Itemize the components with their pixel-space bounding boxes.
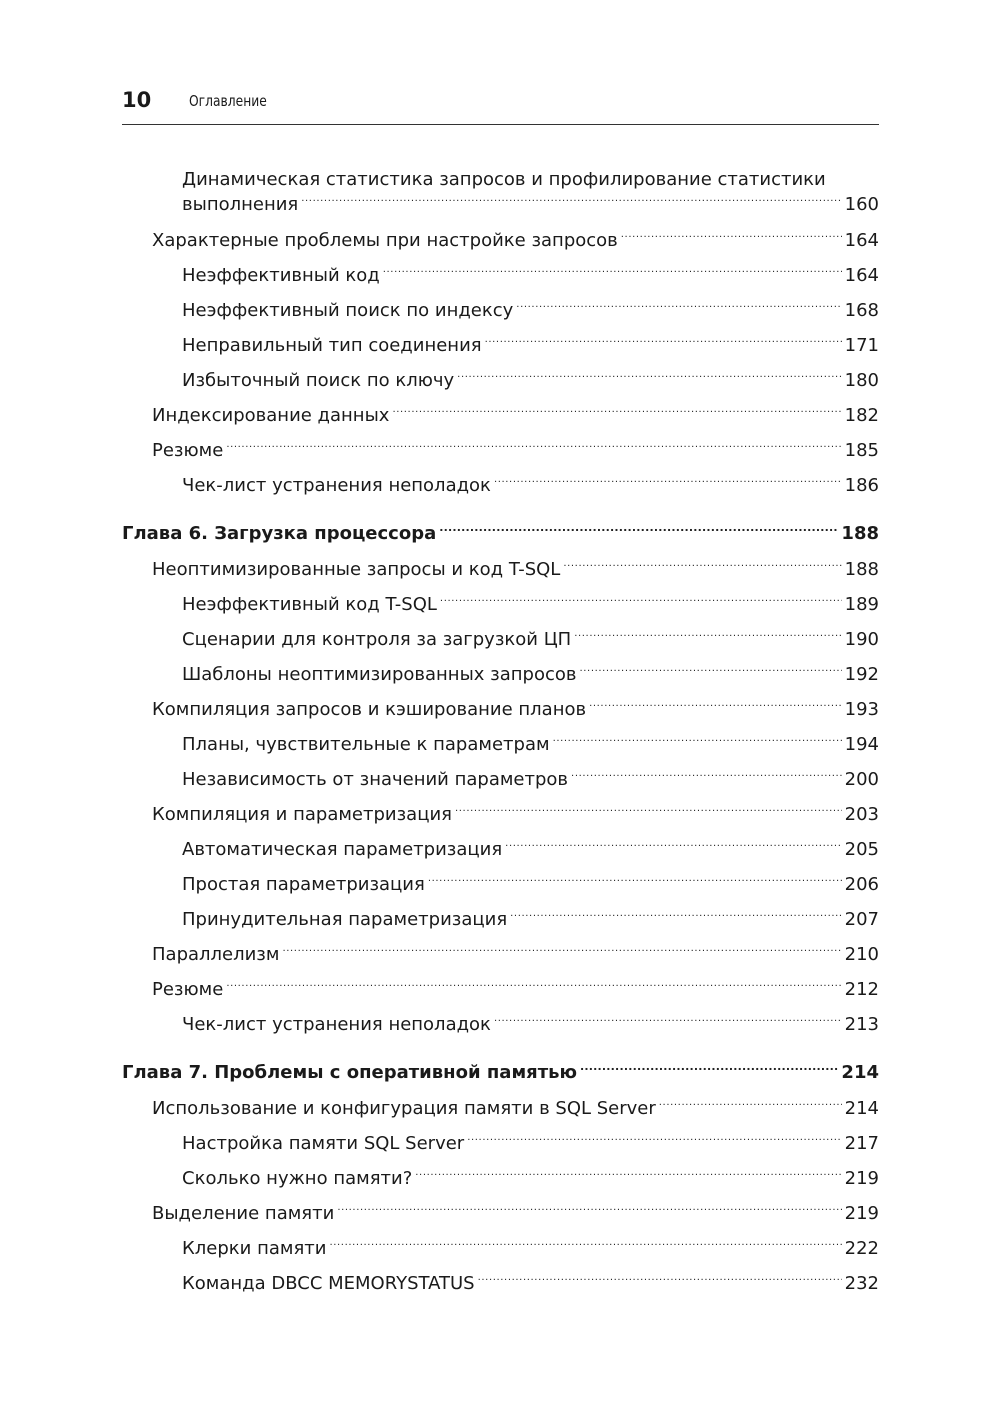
running-title: Оглавление xyxy=(189,92,267,110)
toc-entry[interactable] xyxy=(182,1166,879,1191)
toc-entry-title: Неоптимизированные запросы и код T-SQL xyxy=(152,559,561,580)
toc-entry-title: Чек-лист устранения неполадок xyxy=(182,475,491,496)
toc-entry-page: 217 xyxy=(844,1133,879,1154)
toc-entry-page: 189 xyxy=(844,594,879,615)
dot-leader xyxy=(329,1239,841,1257)
dot-leader xyxy=(516,301,841,319)
toc-entry-page: 160 xyxy=(844,194,879,215)
toc-entry[interactable] xyxy=(182,732,879,757)
toc-entry-title: Чек-лист устранения неполадок xyxy=(182,1014,491,1035)
toc-entry-page: 193 xyxy=(844,699,879,720)
dot-leader xyxy=(580,1063,838,1081)
toc-entry-page: 188 xyxy=(844,559,879,580)
toc-entry-title: Использование и конфигурация памяти в SQL Server xyxy=(152,1098,656,1119)
toc-entry-title: Выделение памяти xyxy=(152,1203,335,1224)
toc-entry-title: Настройка памяти SQL Server xyxy=(182,1133,465,1154)
toc-entry[interactable] xyxy=(182,333,879,358)
toc-entry-page: 205 xyxy=(844,839,879,860)
toc-entry-page: 219 xyxy=(844,1168,879,1189)
dot-leader xyxy=(621,231,842,249)
toc-entry-title: Неэффективный поиск по индексу xyxy=(182,300,514,321)
toc-entry[interactable] xyxy=(182,368,879,393)
toc-entry-title: Резюме xyxy=(152,440,224,461)
toc-entry-title: Сценарии для контроля за загрузкой ЦП xyxy=(182,629,572,650)
toc-chapter-page: 214 xyxy=(841,1062,879,1083)
toc-entry-title: Планы, чувствительные к параметрам xyxy=(182,734,550,755)
dot-leader xyxy=(439,524,838,542)
dot-leader xyxy=(301,195,841,213)
toc-entry-title: Команда DBCC MEMORYSTATUS xyxy=(182,1273,475,1294)
toc-entry[interactable] xyxy=(182,298,879,323)
toc-entry-title: Сколько нужно памяти? xyxy=(182,1168,413,1189)
toc-entry-title: Параллелизм xyxy=(152,944,280,965)
toc-entry-page: 164 xyxy=(844,230,879,251)
dot-leader xyxy=(226,980,841,998)
toc-entry[interactable] xyxy=(182,1012,879,1037)
dot-leader xyxy=(485,336,842,354)
toc-entry-title: Принудительная параметризация xyxy=(182,909,508,930)
toc-entry-page: 213 xyxy=(844,1014,879,1035)
toc-entry-title: Динамическая статистика запросов и профилирование статистики xyxy=(182,169,826,190)
toc-entry-title: Простая параметризация xyxy=(182,874,425,895)
toc-entry-page: 180 xyxy=(844,370,879,391)
toc-entry[interactable] xyxy=(152,228,879,253)
dot-leader xyxy=(478,1274,842,1292)
toc-entry-title: Избыточный поиск по ключу xyxy=(182,370,455,391)
dot-leader xyxy=(510,910,841,928)
dot-leader xyxy=(440,595,842,613)
toc-entry-page: 194 xyxy=(844,734,879,755)
toc-entry-title: Неэффективный код xyxy=(182,265,380,286)
toc-entry-title: Неправильный тип соединения xyxy=(182,335,482,356)
toc-entry[interactable] xyxy=(182,263,879,288)
toc-entry[interactable] xyxy=(182,473,879,498)
dot-leader xyxy=(467,1134,841,1152)
toc-entry[interactable] xyxy=(182,872,879,897)
toc-entry-title: выполнения xyxy=(182,194,299,215)
toc-entry[interactable] xyxy=(152,403,879,428)
dot-leader xyxy=(226,441,841,459)
toc-entry-page: 232 xyxy=(844,1273,879,1294)
dot-leader xyxy=(659,1099,842,1117)
toc-chapter-entry[interactable] xyxy=(122,521,879,546)
toc-entry[interactable] xyxy=(152,557,879,582)
dot-leader xyxy=(428,875,842,893)
toc-entry[interactable] xyxy=(152,977,879,1002)
toc-entry-title: Неэффективный код T-SQL xyxy=(182,594,437,615)
toc-entry[interactable] xyxy=(152,438,879,463)
dot-leader xyxy=(494,476,842,494)
toc-chapter-page: 188 xyxy=(841,523,879,544)
toc-entry-page: 212 xyxy=(844,979,879,1000)
toc-entry[interactable] xyxy=(182,1236,879,1261)
toc-chapter-entry[interactable] xyxy=(122,1060,879,1085)
toc-chapter-title: Глава 7. Проблемы с оперативной памятью xyxy=(122,1062,578,1083)
dot-leader xyxy=(337,1204,841,1222)
dot-leader xyxy=(505,840,841,858)
toc-entry-title: Клерки памяти xyxy=(182,1238,327,1259)
toc-entry-title: Компиляция и параметризация xyxy=(152,804,452,825)
toc-entry-page: 210 xyxy=(844,944,879,965)
dot-leader xyxy=(553,735,842,753)
toc-entry-title: Автоматическая параметризация xyxy=(182,839,503,860)
toc-entry-page: 190 xyxy=(844,629,879,650)
toc-entry-page: 200 xyxy=(844,769,879,790)
dot-leader xyxy=(571,770,842,788)
dot-leader xyxy=(392,406,841,424)
toc-entry[interactable] xyxy=(182,627,879,652)
dot-leader xyxy=(455,805,842,823)
toc-entry-title: Индексирование данных xyxy=(152,405,390,426)
toc-entry-page: 206 xyxy=(844,874,879,895)
toc-entry-page: 185 xyxy=(844,440,879,461)
toc-entry-page: 186 xyxy=(844,475,879,496)
toc-chapter-title: Глава 6. Загрузка процессора xyxy=(122,523,437,544)
toc-entry-title: Резюме xyxy=(152,979,224,1000)
toc-entry[interactable] xyxy=(182,907,879,932)
dot-leader xyxy=(383,266,842,284)
toc-entry[interactable] xyxy=(182,767,879,792)
toc-entry-title: Характерные проблемы при настройке запросов xyxy=(152,230,618,251)
toc-entry-title: Шаблоны неоптимизированных запросов xyxy=(182,664,577,685)
toc-entry-title: Компиляция запросов и кэширование планов xyxy=(152,699,587,720)
toc-entry-page: 182 xyxy=(844,405,879,426)
toc-entry[interactable] xyxy=(152,1096,879,1121)
toc-entry-page: 192 xyxy=(844,664,879,685)
toc-entry-page: 203 xyxy=(844,804,879,825)
toc-entry-title: Независимость от значений параметров xyxy=(182,769,569,790)
toc-entry[interactable] xyxy=(182,1271,879,1296)
toc-entry-page: 214 xyxy=(844,1098,879,1119)
dot-leader xyxy=(457,371,841,389)
toc-entry[interactable] xyxy=(182,592,879,617)
toc-entry-page: 222 xyxy=(844,1238,879,1259)
dot-leader xyxy=(282,945,841,963)
toc-entry-page: 164 xyxy=(844,265,879,286)
dot-leader xyxy=(563,560,841,578)
toc-entry[interactable] xyxy=(152,802,879,827)
toc-entry[interactable] xyxy=(182,1131,879,1156)
toc-entry[interactable] xyxy=(152,942,879,967)
dot-leader xyxy=(494,1015,842,1033)
dot-leader xyxy=(415,1169,841,1187)
toc-entry[interactable] xyxy=(182,168,879,217)
dot-leader xyxy=(579,665,841,683)
toc-entry[interactable] xyxy=(152,697,879,722)
dot-leader xyxy=(574,630,841,648)
page-number: 10 xyxy=(122,88,152,112)
toc-entry-page: 168 xyxy=(844,300,879,321)
toc-entry-page: 207 xyxy=(844,909,879,930)
toc-entry[interactable] xyxy=(152,1201,879,1226)
toc-entry-page: 219 xyxy=(844,1203,879,1224)
toc-entry[interactable] xyxy=(182,837,879,862)
toc-entry[interactable] xyxy=(182,662,879,687)
toc-entry-page: 171 xyxy=(844,335,879,356)
dot-leader xyxy=(589,700,842,718)
